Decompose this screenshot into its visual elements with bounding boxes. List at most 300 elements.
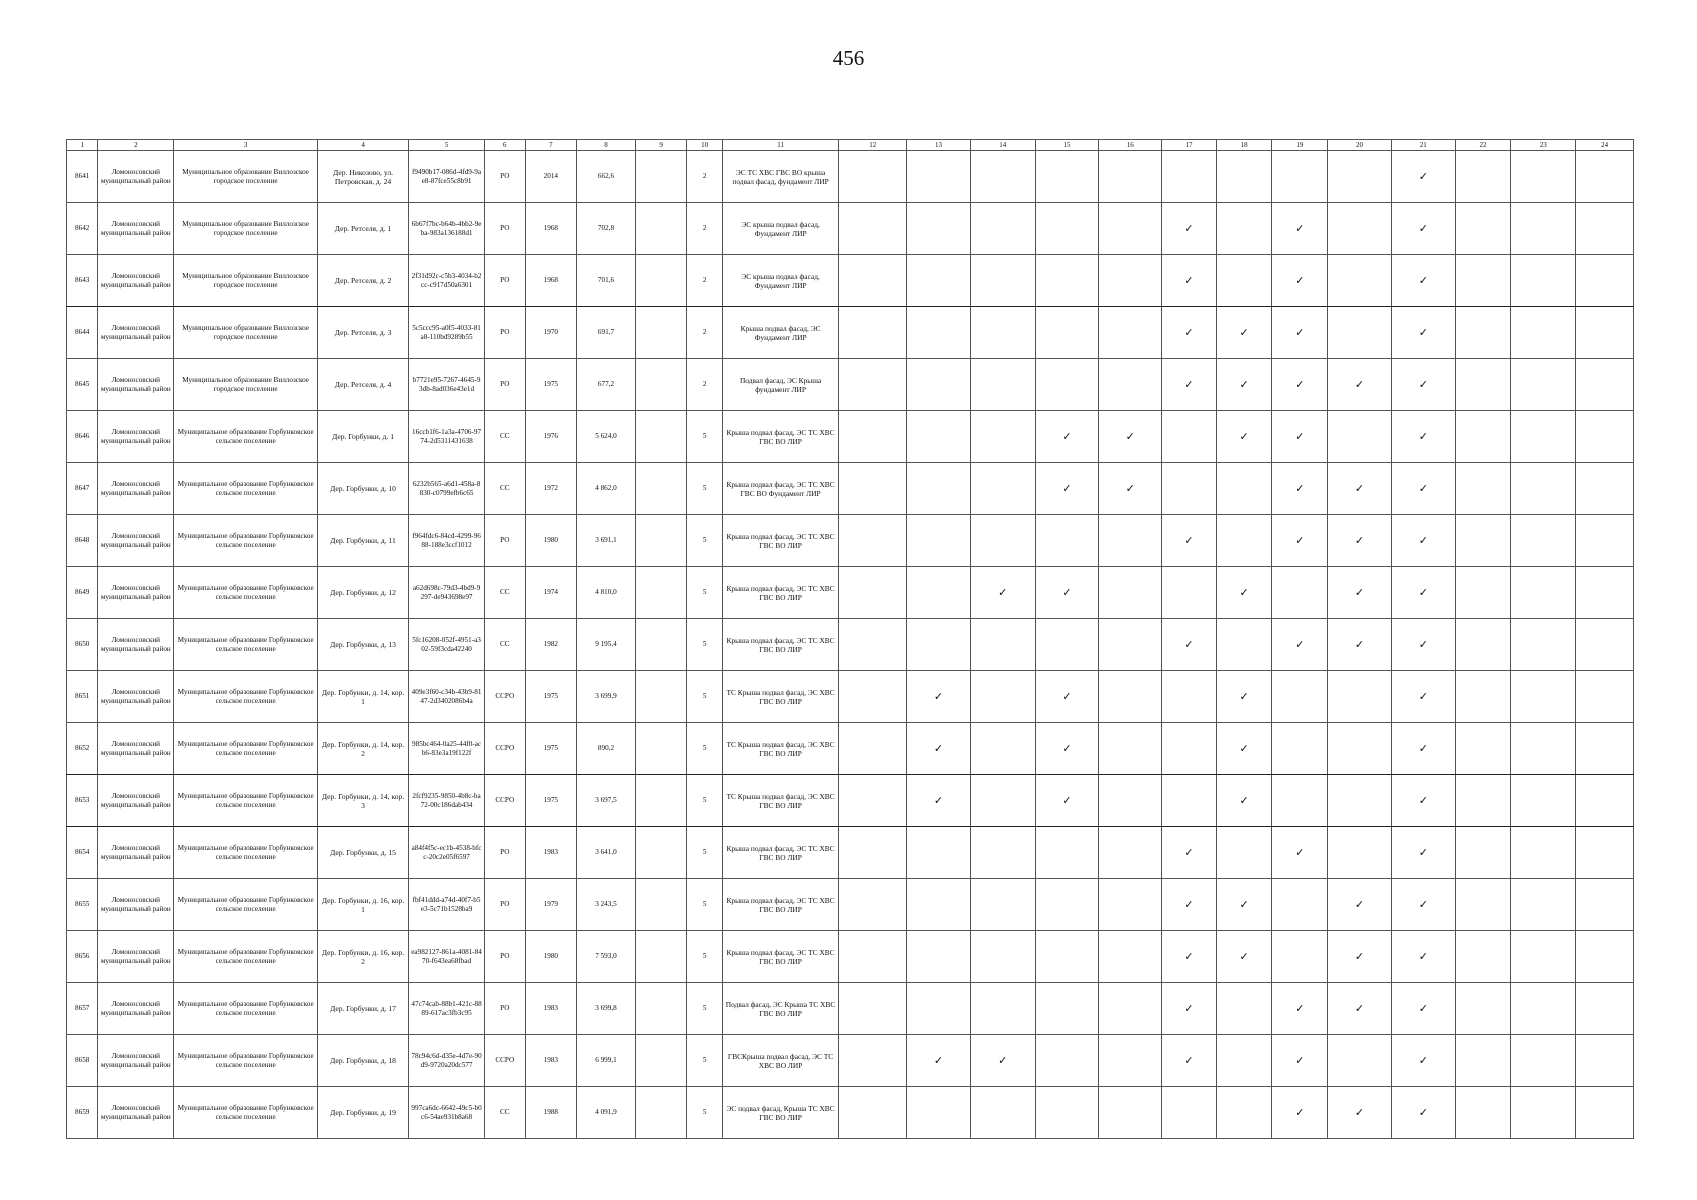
mark-cell-col18 (1216, 515, 1272, 567)
check-mark-icon: ✓ (1418, 221, 1428, 235)
year-cell: 1979 (525, 879, 577, 931)
mark-cell-col20 (1328, 775, 1392, 827)
mark-cell-col19 (1272, 775, 1328, 827)
mark-cell-col15 (1035, 151, 1099, 203)
col10-cell: 5 (687, 515, 722, 567)
check-mark-icon: ✓ (1295, 1001, 1305, 1015)
type-cell: РО (485, 255, 525, 307)
mark-cell-col14 (970, 775, 1035, 827)
mark-cell-col15 (1035, 359, 1099, 411)
table-row (67, 1035, 1634, 1087)
mark-cell-col16 (1099, 463, 1162, 515)
mark-cell-col12 (839, 411, 907, 463)
mark-cell-col19 (1272, 1035, 1328, 1087)
check-mark-icon: ✓ (1354, 637, 1365, 651)
mark-cell-col21 (1391, 983, 1455, 1035)
mark-cell-col22 (1455, 463, 1511, 515)
works-cell: Крыша подвал фасад, ЭС ТС ХВС ГВС ВО ЛИР (722, 931, 838, 983)
guid-cell: a62d698c-79d3-4bd9-9297-de943698e97 (409, 567, 485, 619)
mark-cell-col20 (1328, 1087, 1392, 1139)
check-mark-icon: ✓ (1418, 793, 1428, 807)
works-cell: ГВСКрыша подвал фасад, ЭС ТС ХВС ВО ЛИР (722, 1035, 838, 1087)
row-number: 8649 (67, 567, 98, 619)
municipality-cell: Муниципальное образование Виллозское городское поселение (174, 255, 318, 307)
mark-cell-col15 (1035, 983, 1099, 1035)
check-mark-icon: ✓ (998, 1053, 1008, 1067)
year-cell: 2014 (525, 151, 577, 203)
row-number: 8658 (67, 1035, 98, 1087)
check-mark-icon: ✓ (933, 1053, 944, 1067)
mark-cell-col15 (1035, 411, 1099, 463)
district-cell: Ломоносовский муниципальный район (98, 151, 174, 203)
table-row (67, 255, 1634, 307)
column-header-8: 8 (577, 140, 636, 151)
check-mark-icon: ✓ (1418, 1001, 1428, 1015)
mark-cell-col17 (1162, 151, 1217, 203)
area-cell: 691,7 (577, 307, 636, 359)
guid-cell: 78c94c6d-d35e-4d7e-90d9-9720a20dc577 (409, 1035, 485, 1087)
area-cell: 4 091,9 (577, 1087, 636, 1139)
col9-cell (635, 671, 687, 723)
check-mark-icon: ✓ (1418, 585, 1428, 599)
check-mark-icon: ✓ (1295, 273, 1305, 287)
mark-cell-col17 (1162, 255, 1217, 307)
works-cell: ТС Крыша подвал фасад, ЭС ХВС ГВС ВО ЛИР (722, 723, 838, 775)
mark-cell-col12 (839, 983, 907, 1035)
table-row (67, 775, 1634, 827)
mark-cell-col15 (1035, 203, 1099, 255)
column-header-4: 4 (318, 140, 409, 151)
guid-cell: f964fdc6-84cd-4299-9688-188e3ccf1012 (409, 515, 485, 567)
mark-cell-col23 (1511, 151, 1576, 203)
mark-cell-col16 (1099, 567, 1162, 619)
table-row (67, 1087, 1634, 1139)
mark-cell-col13 (907, 151, 971, 203)
year-cell: 1970 (525, 307, 577, 359)
column-header-19: 19 (1272, 140, 1328, 151)
mark-cell-col24 (1576, 151, 1634, 203)
works-cell: Крыша подвал фасад, ЭС ТС ХВС ГВС ВО Фундамент ЛИР (722, 463, 838, 515)
mark-cell-col18 (1216, 307, 1272, 359)
table-row (67, 463, 1634, 515)
row-number: 8654 (67, 827, 98, 879)
municipality-cell: Муниципальное образование Горбунковское сельское поселение (174, 723, 318, 775)
row-number: 8644 (67, 307, 98, 359)
mark-cell-col18 (1216, 203, 1272, 255)
table-row (67, 879, 1634, 931)
mark-cell-col22 (1455, 1035, 1511, 1087)
table-row (67, 203, 1634, 255)
mark-cell-col20 (1328, 203, 1392, 255)
check-mark-icon: ✓ (1418, 429, 1428, 443)
row-number: 8652 (67, 723, 98, 775)
type-cell: СС (485, 411, 525, 463)
works-cell: Подвал фасад, ЭС Крыша ТС ХВС ГВС ВО ЛИР (722, 983, 838, 1035)
municipality-cell: Муниципальное образование Горбунковское сельское поселение (174, 567, 318, 619)
mark-cell-col13 (907, 463, 971, 515)
address-cell: Дер. Горбунки, д. 17 (318, 983, 409, 1035)
year-cell: 1980 (525, 515, 577, 567)
year-cell: 1975 (525, 775, 577, 827)
mark-cell-col19 (1272, 203, 1328, 255)
mark-cell-col21 (1391, 411, 1455, 463)
table-row (67, 827, 1634, 879)
mark-cell-col23 (1511, 619, 1576, 671)
municipality-cell: Муниципальное образование Горбунковское сельское поселение (174, 931, 318, 983)
table-row (67, 411, 1634, 463)
column-header-11: 11 (722, 140, 838, 151)
type-cell: РО (485, 983, 525, 1035)
check-mark-icon: ✓ (1239, 949, 1249, 963)
year-cell: 1975 (525, 359, 577, 411)
address-cell: Дер. Горбунки, д. 11 (318, 515, 409, 567)
column-header-20: 20 (1328, 140, 1392, 151)
mark-cell-col23 (1511, 1087, 1576, 1139)
mark-cell-col14 (970, 619, 1035, 671)
mark-cell-col21 (1391, 307, 1455, 359)
check-mark-icon: ✓ (1184, 377, 1194, 391)
col9-cell (635, 1035, 687, 1087)
mark-cell-col12 (839, 567, 907, 619)
mark-cell-col21 (1391, 1035, 1455, 1087)
mark-cell-col20 (1328, 255, 1392, 307)
mark-cell-col21 (1391, 879, 1455, 931)
district-cell: Ломоносовский муниципальный район (98, 359, 174, 411)
mark-cell-col20 (1328, 619, 1392, 671)
mark-cell-col18 (1216, 671, 1272, 723)
column-header-13: 13 (907, 140, 971, 151)
mark-cell-col18 (1216, 255, 1272, 307)
municipality-cell: Муниципальное образование Виллозское городское поселение (174, 359, 318, 411)
year-cell: 1974 (525, 567, 577, 619)
type-cell: РО (485, 827, 525, 879)
mark-cell-col18 (1216, 983, 1272, 1035)
mark-cell-col17 (1162, 463, 1217, 515)
mark-cell-col22 (1455, 203, 1511, 255)
check-mark-icon: ✓ (1418, 377, 1428, 391)
column-header-21: 21 (1391, 140, 1455, 151)
mark-cell-col18 (1216, 931, 1272, 983)
guid-cell: 6232b565-a6d1-458a-8830-c0799efb6c65 (409, 463, 485, 515)
column-header-6: 6 (485, 140, 525, 151)
col9-cell (635, 463, 687, 515)
mark-cell-col12 (839, 775, 907, 827)
mark-cell-col21 (1391, 723, 1455, 775)
mark-cell-col20 (1328, 879, 1392, 931)
mark-cell-col14 (970, 931, 1035, 983)
address-cell: Дер. Горбунки, д. 14, кор. 2 (318, 723, 409, 775)
mark-cell-col13 (907, 567, 971, 619)
mark-cell-col22 (1455, 359, 1511, 411)
mark-cell-col20 (1328, 723, 1392, 775)
mark-cell-col16 (1099, 775, 1162, 827)
mark-cell-col14 (970, 307, 1035, 359)
mark-cell-col17 (1162, 931, 1217, 983)
mark-cell-col15 (1035, 463, 1099, 515)
mark-cell-col14 (970, 1035, 1035, 1087)
mark-cell-col15 (1035, 931, 1099, 983)
col9-cell (635, 151, 687, 203)
check-mark-icon: ✓ (1184, 1053, 1194, 1067)
check-mark-icon: ✓ (933, 793, 944, 807)
guid-cell: fbf41ddd-a74d-40f7-b5e3-5c71b1528ba9 (409, 879, 485, 931)
works-cell: Крыша подвал фасад, ЭС ТС ХВС ГВС ВО ЛИР (722, 619, 838, 671)
col10-cell: 5 (687, 619, 722, 671)
column-header-1: 1 (67, 140, 98, 151)
year-cell: 1968 (525, 203, 577, 255)
col9-cell (635, 1087, 687, 1139)
check-mark-icon: ✓ (1184, 897, 1194, 911)
mark-cell-col19 (1272, 879, 1328, 931)
mark-cell-col23 (1511, 307, 1576, 359)
check-mark-icon: ✓ (1354, 1105, 1365, 1119)
mark-cell-col12 (839, 619, 907, 671)
column-header-5: 5 (409, 140, 485, 151)
mark-cell-col12 (839, 359, 907, 411)
check-mark-icon: ✓ (1184, 845, 1194, 859)
row-number: 8648 (67, 515, 98, 567)
mark-cell-col12 (839, 1087, 907, 1139)
column-header-24: 24 (1576, 140, 1634, 151)
mark-cell-col23 (1511, 359, 1576, 411)
mark-cell-col16 (1099, 723, 1162, 775)
col10-cell: 2 (687, 359, 722, 411)
mark-cell-col13 (907, 723, 971, 775)
col10-cell: 5 (687, 671, 722, 723)
table-row (67, 723, 1634, 775)
mark-cell-col13 (907, 359, 971, 411)
works-cell: ЭС подвал фасад, Крыша ТС ХВС ГВС ВО ЛИР (722, 1087, 838, 1139)
guid-cell: 16ccb1f6-1a3a-4706-9774-2d5311431638 (409, 411, 485, 463)
address-cell: Дер. Ретселя, д. 4 (318, 359, 409, 411)
check-mark-icon: ✓ (1184, 221, 1194, 235)
col9-cell (635, 879, 687, 931)
mark-cell-col20 (1328, 671, 1392, 723)
mark-cell-col17 (1162, 879, 1217, 931)
mark-cell-col19 (1272, 567, 1328, 619)
works-cell: ЭС крыша подвал фасад, Фундамент ЛИР (722, 203, 838, 255)
mark-cell-col13 (907, 619, 971, 671)
mark-cell-col12 (839, 515, 907, 567)
mark-cell-col22 (1455, 307, 1511, 359)
table-row (67, 619, 1634, 671)
mark-cell-col19 (1272, 1087, 1328, 1139)
mark-cell-col19 (1272, 931, 1328, 983)
district-cell: Ломоносовский муниципальный район (98, 775, 174, 827)
mark-cell-col16 (1099, 879, 1162, 931)
mark-cell-col16 (1099, 307, 1162, 359)
check-mark-icon: ✓ (1418, 1053, 1428, 1067)
guid-cell: 6b67f7bc-b64b-4bb2-9eba-983a136188d1 (409, 203, 485, 255)
guid-cell: 997ca6dc-6642-49c5-b0c6-54ae931b8a68 (409, 1087, 485, 1139)
row-number: 8655 (67, 879, 98, 931)
mark-cell-col19 (1272, 359, 1328, 411)
mark-cell-col19 (1272, 619, 1328, 671)
check-mark-icon: ✓ (1295, 1105, 1305, 1119)
mark-cell-col22 (1455, 515, 1511, 567)
check-mark-icon: ✓ (1418, 897, 1428, 911)
check-mark-icon: ✓ (998, 585, 1008, 599)
mark-cell-col18 (1216, 411, 1272, 463)
municipality-cell: Муниципальное образование Виллозское городское поселение (174, 307, 318, 359)
address-cell: Дер. Горбунки, д. 16, кор. 2 (318, 931, 409, 983)
table-row (67, 671, 1634, 723)
area-cell: 4 810,0 (577, 567, 636, 619)
check-mark-icon: ✓ (1239, 325, 1249, 339)
check-mark-icon: ✓ (1354, 481, 1365, 495)
check-mark-icon: ✓ (1418, 481, 1428, 495)
column-header-7: 7 (525, 140, 577, 151)
address-cell: Дер. Горбунки, д. 16, кор. 1 (318, 879, 409, 931)
mark-cell-col16 (1099, 671, 1162, 723)
type-cell: ССРО (485, 671, 525, 723)
mark-cell-col20 (1328, 515, 1392, 567)
mark-cell-col13 (907, 411, 971, 463)
mark-cell-col20 (1328, 827, 1392, 879)
works-cell: ТС Крыша подвал фасад, ЭС ХВС ГВС ВО ЛИР (722, 775, 838, 827)
guid-cell: 2fcf9235-9850-4b8c-ba72-00c186dab434 (409, 775, 485, 827)
mark-cell-col19 (1272, 463, 1328, 515)
type-cell: РО (485, 879, 525, 931)
mark-cell-col15 (1035, 307, 1099, 359)
mark-cell-col13 (907, 879, 971, 931)
mark-cell-col24 (1576, 307, 1634, 359)
address-cell: Дер. Горбунки, д. 14, кор. 1 (318, 671, 409, 723)
mark-cell-col22 (1455, 255, 1511, 307)
table-row (67, 151, 1634, 203)
mark-cell-col14 (970, 463, 1035, 515)
col9-cell (635, 411, 687, 463)
mark-cell-col13 (907, 671, 971, 723)
mark-cell-col12 (839, 671, 907, 723)
check-mark-icon: ✓ (1239, 585, 1249, 599)
mark-cell-col22 (1455, 567, 1511, 619)
check-mark-icon: ✓ (1239, 429, 1249, 443)
mark-cell-col17 (1162, 983, 1217, 1035)
area-cell: 3 691,1 (577, 515, 636, 567)
type-cell: СС (485, 567, 525, 619)
mark-cell-col23 (1511, 515, 1576, 567)
area-cell: 7 593,0 (577, 931, 636, 983)
mark-cell-col19 (1272, 671, 1328, 723)
check-mark-icon: ✓ (1418, 533, 1428, 547)
mark-cell-col24 (1576, 619, 1634, 671)
check-mark-icon: ✓ (1184, 325, 1194, 339)
mark-cell-col18 (1216, 723, 1272, 775)
type-cell: РО (485, 931, 525, 983)
address-cell: Дер. Горбунки, д. 14, кор. 3 (318, 775, 409, 827)
col9-cell (635, 775, 687, 827)
area-cell: 702,8 (577, 203, 636, 255)
col10-cell: 2 (687, 203, 722, 255)
check-mark-icon: ✓ (1418, 637, 1428, 651)
mark-cell-col13 (907, 827, 971, 879)
mark-cell-col24 (1576, 879, 1634, 931)
type-cell: РО (485, 359, 525, 411)
mark-cell-col21 (1391, 671, 1455, 723)
mark-cell-col12 (839, 723, 907, 775)
mark-cell-col17 (1162, 619, 1217, 671)
row-number: 8647 (67, 463, 98, 515)
row-number: 8650 (67, 619, 98, 671)
mark-cell-col18 (1216, 1087, 1272, 1139)
year-cell: 1983 (525, 827, 577, 879)
mark-cell-col13 (907, 307, 971, 359)
column-header-22: 22 (1455, 140, 1511, 151)
mark-cell-col12 (839, 307, 907, 359)
district-cell: Ломоносовский муниципальный район (98, 1035, 174, 1087)
municipality-cell: Муниципальное образование Горбунковское сельское поселение (174, 515, 318, 567)
check-mark-icon: ✓ (1295, 845, 1305, 859)
type-cell: СС (485, 619, 525, 671)
guid-cell: b7721e95-7267-4645-93db-8ad036e43e1d (409, 359, 485, 411)
check-mark-icon: ✓ (933, 689, 944, 703)
mark-cell-col24 (1576, 359, 1634, 411)
col9-cell (635, 827, 687, 879)
row-number: 8645 (67, 359, 98, 411)
type-cell: СС (485, 463, 525, 515)
column-header-9: 9 (635, 140, 687, 151)
table-header (67, 140, 1634, 151)
column-header-15: 15 (1035, 140, 1099, 151)
check-mark-icon: ✓ (1418, 169, 1428, 183)
district-cell: Ломоносовский муниципальный район (98, 619, 174, 671)
mark-cell-col21 (1391, 775, 1455, 827)
row-number: 8656 (67, 931, 98, 983)
table-row (67, 359, 1634, 411)
area-cell: 3 699,9 (577, 671, 636, 723)
address-cell: Дер. Горбунки, д. 1 (318, 411, 409, 463)
mark-cell-col20 (1328, 359, 1392, 411)
municipality-cell: Муниципальное образование Виллозское городское поселение (174, 203, 318, 255)
area-cell: 890,2 (577, 723, 636, 775)
mark-cell-col14 (970, 151, 1035, 203)
register-table-wrap (66, 139, 1634, 1139)
municipality-cell: Муниципальное образование Горбунковское сельское поселение (174, 775, 318, 827)
check-mark-icon: ✓ (1418, 325, 1428, 339)
mark-cell-col19 (1272, 827, 1328, 879)
row-number: 8657 (67, 983, 98, 1035)
mark-cell-col12 (839, 203, 907, 255)
mark-cell-col23 (1511, 255, 1576, 307)
type-cell: СС (485, 1087, 525, 1139)
col10-cell: 5 (687, 1035, 722, 1087)
municipality-cell: Муниципальное образование Горбунковское сельское поселение (174, 1087, 318, 1139)
address-cell: Дер. Горбунки, д. 18 (318, 1035, 409, 1087)
mark-cell-col14 (970, 827, 1035, 879)
column-header-17: 17 (1162, 140, 1217, 151)
col9-cell (635, 983, 687, 1035)
year-cell: 1980 (525, 931, 577, 983)
mark-cell-col23 (1511, 879, 1576, 931)
mark-cell-col17 (1162, 411, 1217, 463)
mark-cell-col12 (839, 931, 907, 983)
works-cell: Крыша подвал фасад, ЭС ТС ХВС ГВС ВО ЛИР (722, 411, 838, 463)
col10-cell: 5 (687, 1087, 722, 1139)
col10-cell: 5 (687, 463, 722, 515)
mark-cell-col18 (1216, 567, 1272, 619)
mark-cell-col18 (1216, 879, 1272, 931)
mark-cell-col19 (1272, 515, 1328, 567)
mark-cell-col18 (1216, 463, 1272, 515)
year-cell: 1976 (525, 411, 577, 463)
mark-cell-col12 (839, 879, 907, 931)
mark-cell-col18 (1216, 827, 1272, 879)
mark-cell-col23 (1511, 983, 1576, 1035)
table-row (67, 307, 1634, 359)
col9-cell (635, 359, 687, 411)
column-header-23: 23 (1511, 140, 1576, 151)
